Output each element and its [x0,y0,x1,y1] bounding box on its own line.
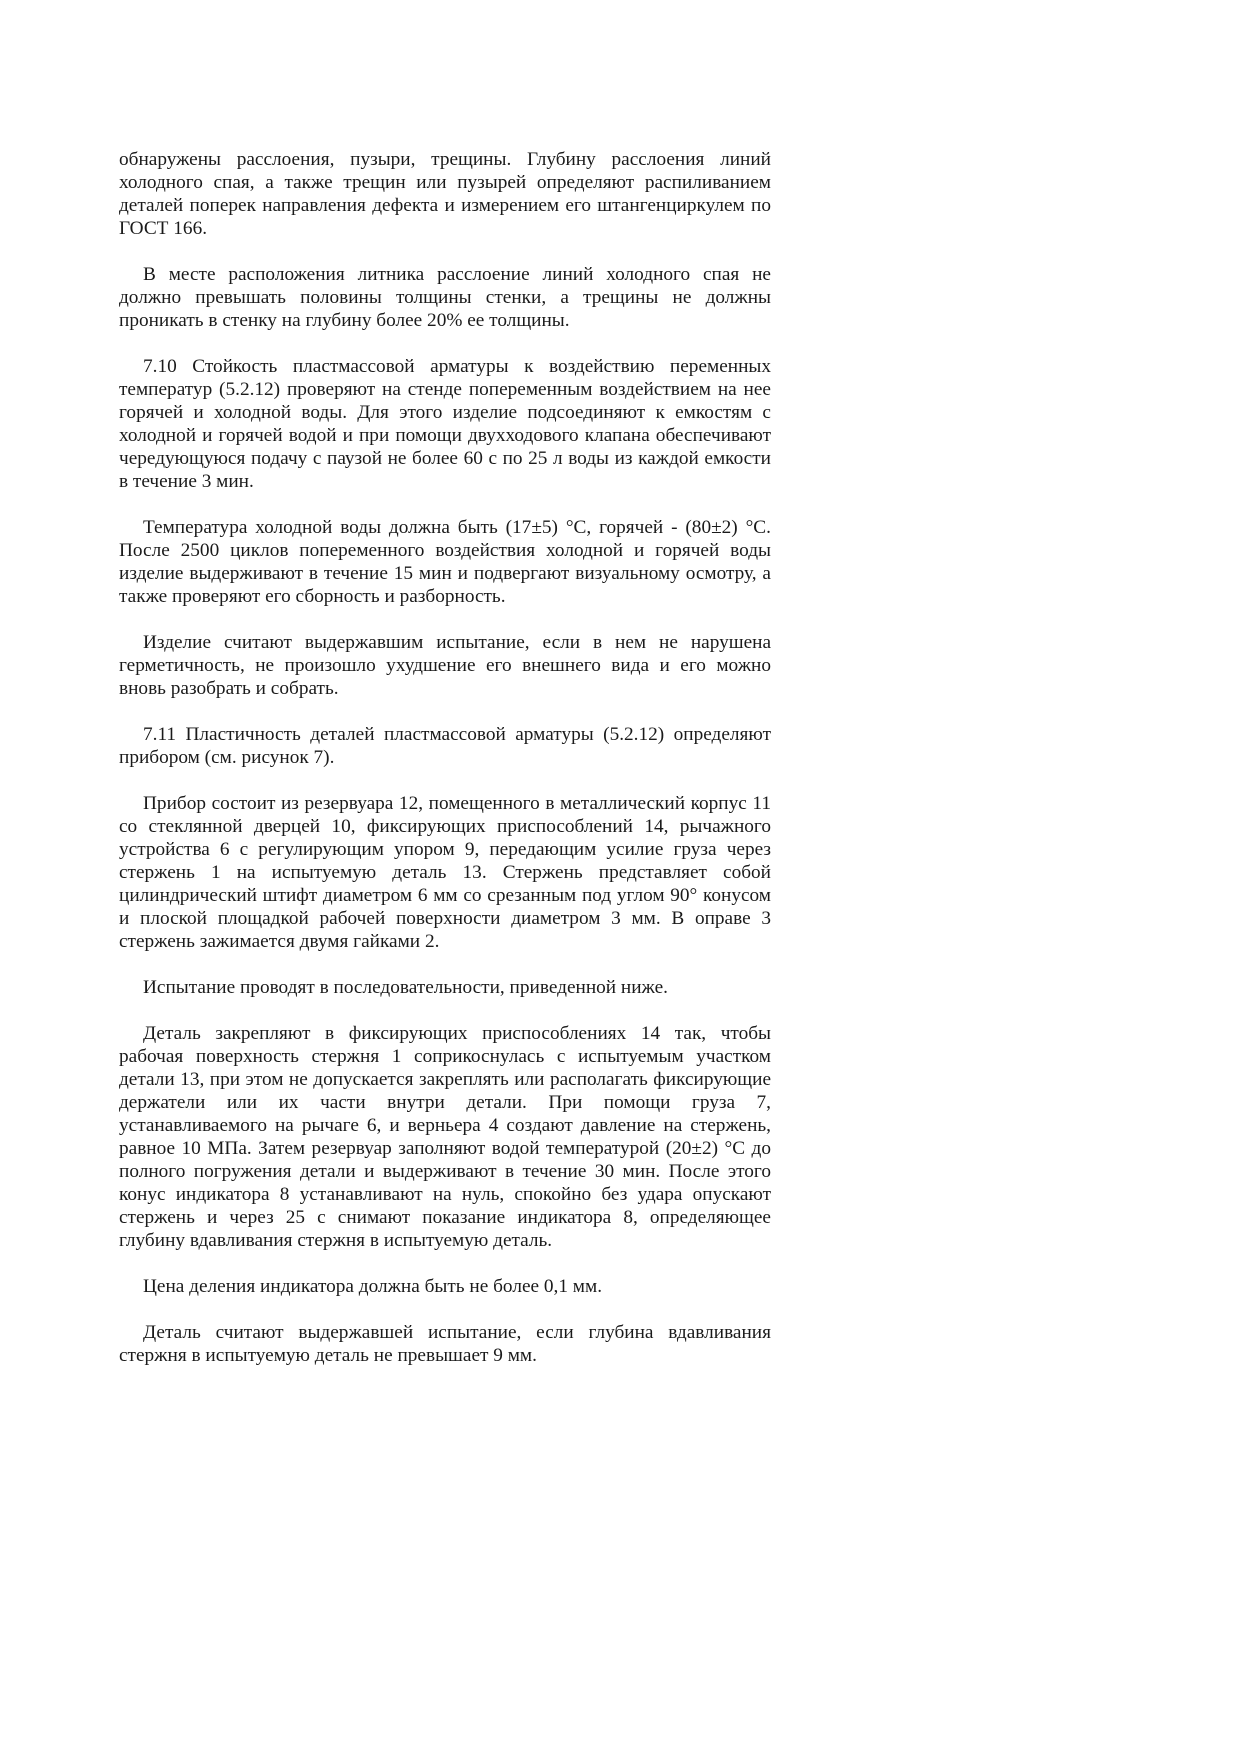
paragraph-plasticity-criteria: Деталь считают выдержавшей испытание, если глубина вдавливания стержня в испытуемую деталь не превышает 9 мм. [119,1322,771,1366]
paragraph-indicator-division: Цена деления индикатора должна быть не более 0,1 мм. [143,1276,603,1297]
paragraph-test-procedure: Деталь закрепляют в фиксирующих приспособлениях 14 так, чтобы рабочая поверхность стержня 1 соприкоснулась с испытуемым участком детали 13, при этом не допускается закреплять или располагать фиксирующие держатели или их части внутри детали. При помощи груза 7, устанавливаемого на рычаге 6, и верньера 4 создают давление на стержень, равное 10 МПа. Затем резервуар заполняют водой температурой (20±2) °С до полного погружения детали и выдерживают в течение 30 мин. После этого конус индикатора 8 устанавливают на нуль, спокойно без удара опускают стержень и через 25 с снимают показание индикатора 8, определяющее глубину вдавливания стержня в испытуемую деталь. [119,1023,771,1251]
paragraph-test-sequence: Испытание проводят в последовательности, приведенной ниже. [143,977,668,998]
paragraph-7-11-plasticity: 7.11 Пластичность деталей пластмассовой арматуры (5.2.12) определяют прибором (см. рисунок 7). [119,724,771,768]
document-body [119,148,771,1390]
paragraph-gate-location: В месте расположения литника расслоение линий холодного спая не должно превышать половины толщины стенки, а трещины не должны проникать в стенку на глубину более 20% ее толщины. [119,264,771,331]
paragraph-water-temperature: Температура холодной воды должна быть (17±5) °С, горячей - (80±2) °С. После 2500 циклов попеременного воздействия холодной и горячей воды изделие выдерживают в течение 15 мин и подвергают визуальному осмотру, а также проверяют его сборность и разборность. [119,517,771,607]
paragraph-7-10-temperature-resistance: 7.10 Стойкость пластмассовой арматуры к воздействию переменных температур (5.2.12) проверяют на стенде попеременным воздействием на нее горячей и холодной воды. Для этого изделие подсоединяют к емкостям с холодной и горячей водой и при помощи двухходового клапана обеспечивают чередующуюся подачу с паузой не более 60 с по 25 л воды из каждой емкости в течение 3 мин. [119,356,771,492]
paragraph-defects-continuation: обнаружены расслоения, пузыри, трещины. Глубину расслоения линий холодного спая, а также трещин или пузырей определяют распиливанием деталей поперек направления дефекта и измерением его штангенциркулем по ГОСТ 166. [119,149,771,239]
paragraph-test-passed-criteria: Изделие считают выдержавшим испытание, если в нем не нарушена герметичность, не произошло ухудшение его внешнего вида и его можно вновь разобрать и собрать. [119,632,771,699]
paragraph-device-description: Прибор состоит из резервуара 12, помещенного в металлический корпус 11 со стеклянной дверцей 10, фиксирующих приспособлений 14, рычажного устройства 6 с регулирующим упором 9, передающим усилие груза через стержень 1 на испытуемую деталь 13. Стержень представляет собой цилиндрический штифт диаметром 6 мм со срезанным под углом 90° конусом и плоской площадкой рабочей поверхности диаметром 3 мм. В оправе 3 стержень зажимается двумя гайками 2. [119,793,771,952]
